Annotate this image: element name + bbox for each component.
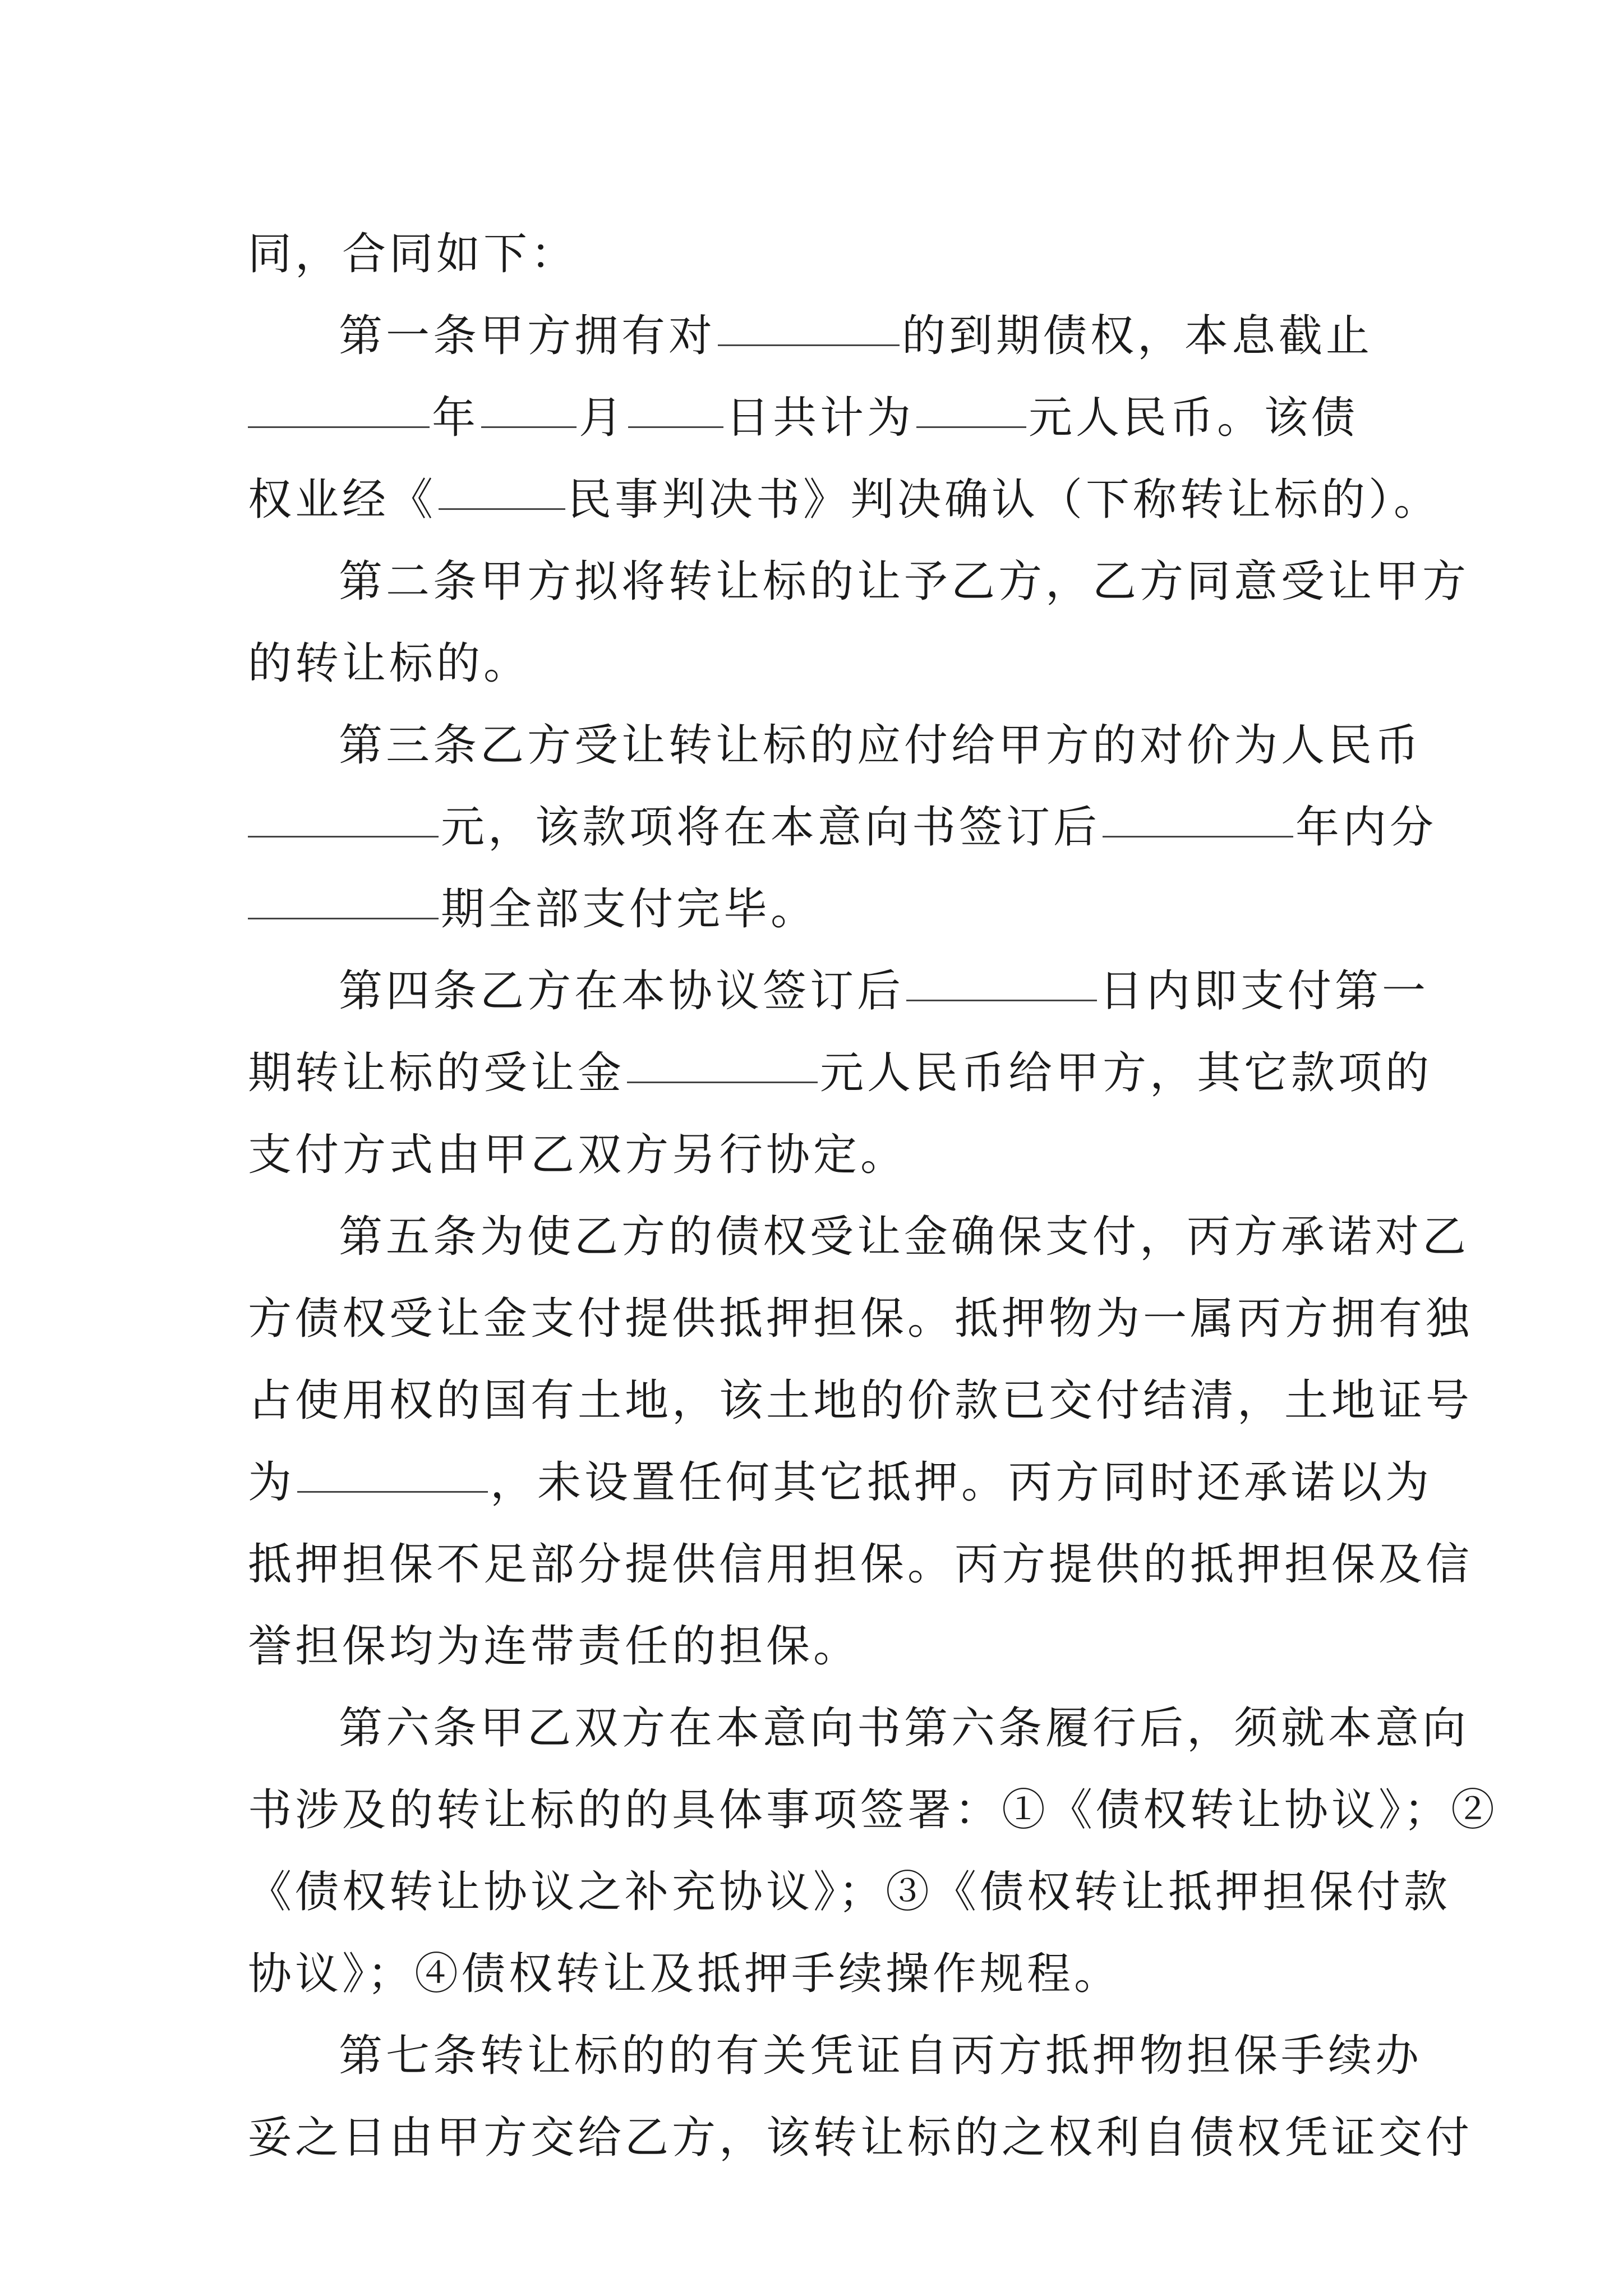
fill-in-blank[interactable]: [248, 800, 439, 838]
article-7-line-2: 妥之日由甲方交给乙方，该转让标的之权利自债权凭证交付: [248, 2113, 1473, 2163]
article-7-line-1: 第七条转让标的的有关凭证自丙方抵押物担保手续办: [339, 2031, 1423, 2081]
fill-in-blank[interactable]: [627, 1046, 818, 1083]
article-4-line-1: 第四条乙方在本协议签订后 日内即支付第一: [248, 950, 1393, 1032]
fill-in-blank[interactable]: [718, 309, 900, 346]
fill-in-blank[interactable]: [628, 390, 723, 428]
article-5-line-4: 为 ，未设置任何其它抵押。丙方同时还承诺以为: [248, 1442, 1393, 1524]
fill-in-blank[interactable]: [297, 1455, 488, 1493]
article-6-line-3: 《债权转让协议之补充协议》；③《债权转让抵押担保付款: [248, 1867, 1451, 1917]
article-6-line-4: 协议》；④债权转让及抵押手续操作规程。: [248, 1949, 1122, 1999]
article-4-line-2: 期转让标的受让金 元人民币给甲方，其它款项的: [248, 1032, 1393, 1114]
article-5-line-2: 方债权受让金支付提供抵押担保。抵押物为一属丙方拥有独: [248, 1294, 1473, 1344]
article-2-line-2: 的转让标的。: [248, 638, 531, 689]
fill-in-blank[interactable]: [481, 390, 577, 428]
fill-in-blank[interactable]: [906, 964, 1097, 1001]
article-6-line-2: 书涉及的转让标的的具体事项签署：①《债权转让协议》；②: [248, 1785, 1498, 1835]
article-3-line-3: 期全部支付完毕。: [248, 868, 1393, 950]
article-5-line-6: 誉担保均为连带责任的担保。: [248, 1621, 861, 1672]
article-1-line-1: 第一条甲方拥有对 的到期债权，本息截止: [248, 295, 1393, 377]
fill-in-blank[interactable]: [248, 882, 439, 919]
document-page: [248, 213, 1498, 2179]
article-2-line-1: 第二条甲方拟将转让标的让予乙方，乙方同意受让甲方: [339, 556, 1470, 607]
article-6-line-1: 第六条甲乙双方在本意向书第六条履行后，须就本意向: [339, 1703, 1470, 1754]
fill-in-blank[interactable]: [1103, 800, 1293, 838]
text-line: 同，合同如下：: [248, 229, 578, 279]
article-3-line-1: 第三条乙方受让转让标的应付给甲方的对价为人民币: [339, 720, 1423, 771]
article-1-line-3: 权业经《 民事判决书》判决确认（下称转让标的）。: [248, 459, 1393, 541]
article-5-line-1: 第五条为使乙方的债权受让金确保支付，丙方承诺对乙: [339, 1212, 1470, 1262]
article-5-line-3: 占使用权的国有土地，该土地的价款已交付结清，土地证号: [248, 1375, 1473, 1426]
article-5-line-5: 抵押担保不足部分提供信用担保。丙方提供的抵押担保及信: [248, 1539, 1473, 1590]
fill-in-blank[interactable]: [439, 472, 565, 510]
fill-in-blank[interactable]: [916, 390, 1026, 428]
article-3-line-2: 元，该款项将在本意向书签订后 年内分: [248, 786, 1393, 868]
fill-in-blank[interactable]: [248, 390, 430, 428]
article-1-line-2: 年 月 日共计为 元人民币。该债: [248, 377, 1393, 459]
article-4-line-3: 支付方式由甲乙双方另行协定。: [248, 1130, 908, 1180]
